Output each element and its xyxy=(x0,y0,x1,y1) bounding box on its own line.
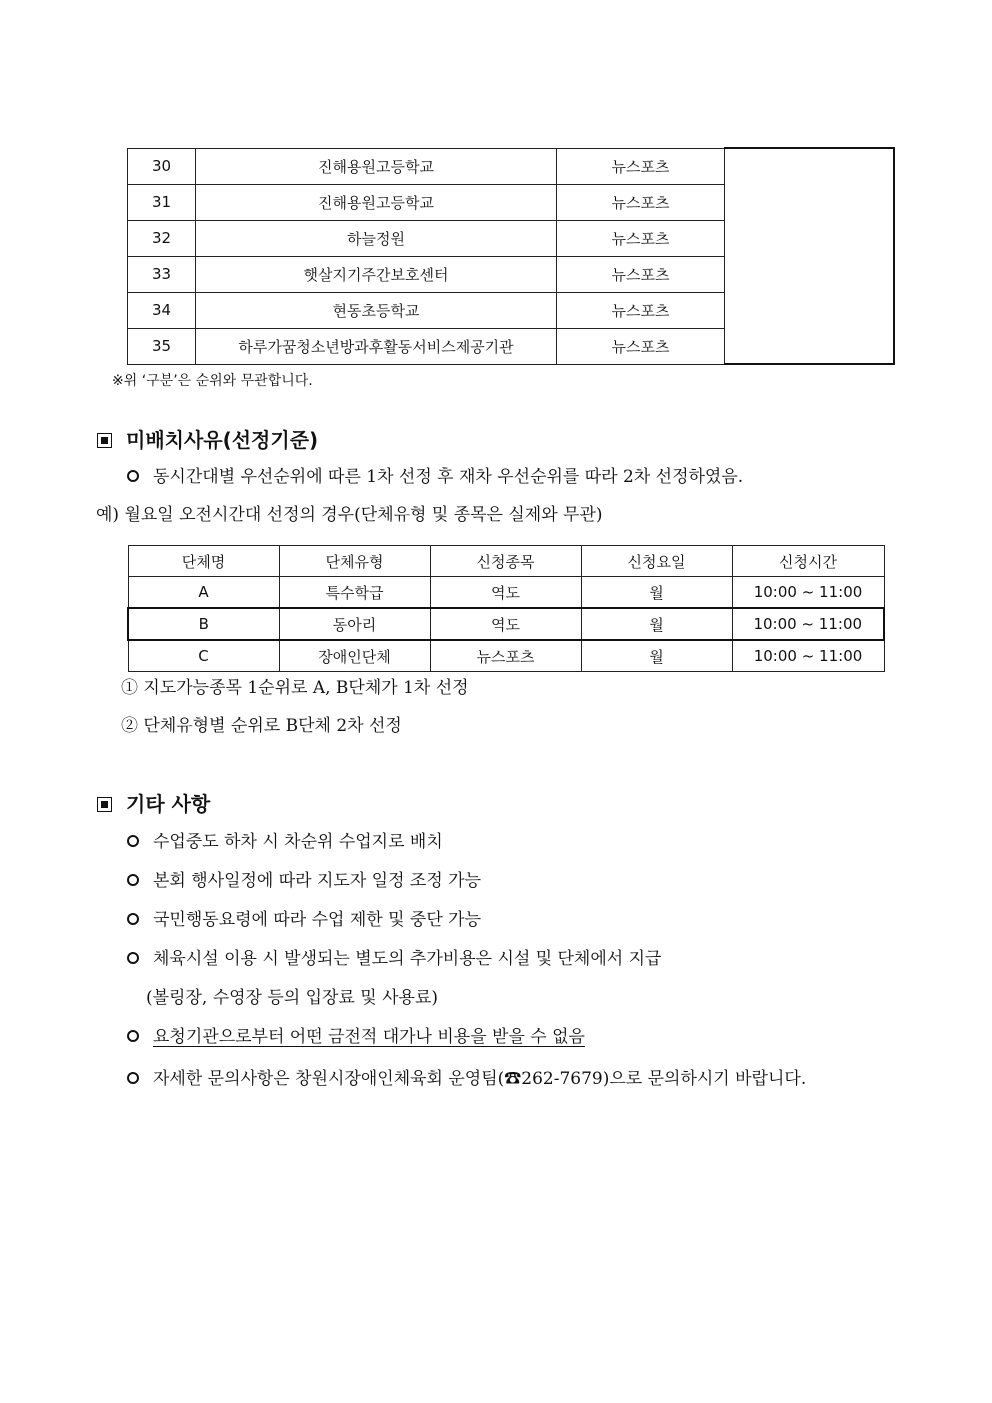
table-cell: 10:00 ~ 11:00 xyxy=(732,608,884,640)
column-header: 단체유형 xyxy=(279,546,430,577)
circle-bullet-icon xyxy=(127,913,139,925)
circle-bullet-icon xyxy=(127,874,139,886)
table-cell: 특수학급 xyxy=(279,577,430,609)
table-cell: 10:00 ~ 11:00 xyxy=(732,577,884,609)
org-name: 현동초등학교 xyxy=(196,292,557,328)
column-header: 신청종목 xyxy=(430,546,581,577)
row-number: 33 xyxy=(128,256,196,292)
row-number: 35 xyxy=(128,328,196,364)
merged-empty-cell xyxy=(725,148,894,364)
row-number: 34 xyxy=(128,292,196,328)
table-cell: 뉴스포츠 xyxy=(430,640,581,672)
table-note: ※위 ‘구분’은 순위와 무관합니다. xyxy=(112,373,313,389)
list-item: 체육시설 이용 시 발생되는 별도의 추가비용은 시설 및 단체에서 지급 xyxy=(127,944,661,969)
list-item: 국민행동요령에 따라 수업 제한 및 중단 가능 xyxy=(127,905,481,930)
venue-table xyxy=(127,147,895,365)
square-bullet-icon xyxy=(97,433,112,448)
sport-name: 뉴스포츠 xyxy=(557,328,725,364)
table-row xyxy=(128,148,894,184)
sport-name: 뉴스포츠 xyxy=(557,256,725,292)
row-number: 30 xyxy=(128,148,196,184)
table-cell: B xyxy=(128,608,279,640)
list-item-continuation: (볼링장, 수영장 등의 입장료 및 사용료) xyxy=(146,988,439,1008)
row-number: 31 xyxy=(128,184,196,220)
list-item: 요청기관으로부터 어떤 금전적 대가나 비용을 받을 수 없음 xyxy=(127,1022,585,1047)
circle-bullet-icon xyxy=(127,1072,139,1084)
table-cell: 역도 xyxy=(430,608,581,640)
org-name: 하루가꿈청소년방과후활동서비스제공기관 xyxy=(196,328,557,364)
square-bullet-icon xyxy=(97,797,112,812)
table-row-highlighted xyxy=(128,608,884,640)
org-name: 진해용원고등학교 xyxy=(196,148,557,184)
org-name: 진해용원고등학교 xyxy=(196,184,557,220)
section-heading-other-notes: 기타 사항 xyxy=(97,788,210,817)
example-table xyxy=(127,545,885,672)
selection-step-1: ① 지도가능종목 1순위로 A, B단체가 1차 선정 xyxy=(121,678,469,698)
selection-step-2: ② 단체유형별 순위로 B단체 2차 선정 xyxy=(121,716,402,736)
sport-name: 뉴스포츠 xyxy=(557,292,725,328)
table-cell: 월 xyxy=(581,577,732,609)
table-row xyxy=(128,577,884,609)
list-item-contact: 자세한 문의사항은 창원시장애인체육회 운영팀(☎262-7679)으로 문의하시기 바랍니다. xyxy=(127,1064,806,1089)
table-cell: 10:00 ~ 11:00 xyxy=(732,640,884,672)
example-text: 예) 월요일 오전시간대 선정의 경우(단체유형 및 종목은 실제와 무관) xyxy=(96,505,603,525)
circle-bullet-icon xyxy=(127,952,139,964)
table-row xyxy=(128,640,884,672)
column-header: 단체명 xyxy=(128,546,279,577)
criteria-text: 동시간대별 우선순위에 따른 1차 선정 후 재차 우선순위를 따라 2차 선정하였음. xyxy=(127,462,743,487)
table-cell: 장애인단체 xyxy=(279,640,430,672)
org-name: 햇살지기주간보호센터 xyxy=(196,256,557,292)
table-cell: 역도 xyxy=(430,577,581,609)
table-cell: A xyxy=(128,577,279,609)
table-cell: C xyxy=(128,640,279,672)
circle-bullet-icon xyxy=(127,470,139,482)
column-header: 신청요일 xyxy=(581,546,732,577)
row-number: 32 xyxy=(128,220,196,256)
column-header: 신청시간 xyxy=(732,546,884,577)
circle-bullet-icon xyxy=(127,1030,139,1042)
org-name: 하늘정원 xyxy=(196,220,557,256)
table-header-row xyxy=(128,546,884,577)
sport-name: 뉴스포츠 xyxy=(557,184,725,220)
circle-bullet-icon xyxy=(127,835,139,847)
table-cell: 동아리 xyxy=(279,608,430,640)
list-item: 본회 행사일정에 따라 지도자 일정 조정 가능 xyxy=(127,866,481,891)
sport-name: 뉴스포츠 xyxy=(557,148,725,184)
list-item: 수업중도 하차 시 차순위 수업지로 배치 xyxy=(127,827,443,852)
sport-name: 뉴스포츠 xyxy=(557,220,725,256)
table-cell: 월 xyxy=(581,640,732,672)
table-cell: 월 xyxy=(581,608,732,640)
section-heading-selection-criteria: 미배치사유(선정기준) xyxy=(97,424,318,453)
